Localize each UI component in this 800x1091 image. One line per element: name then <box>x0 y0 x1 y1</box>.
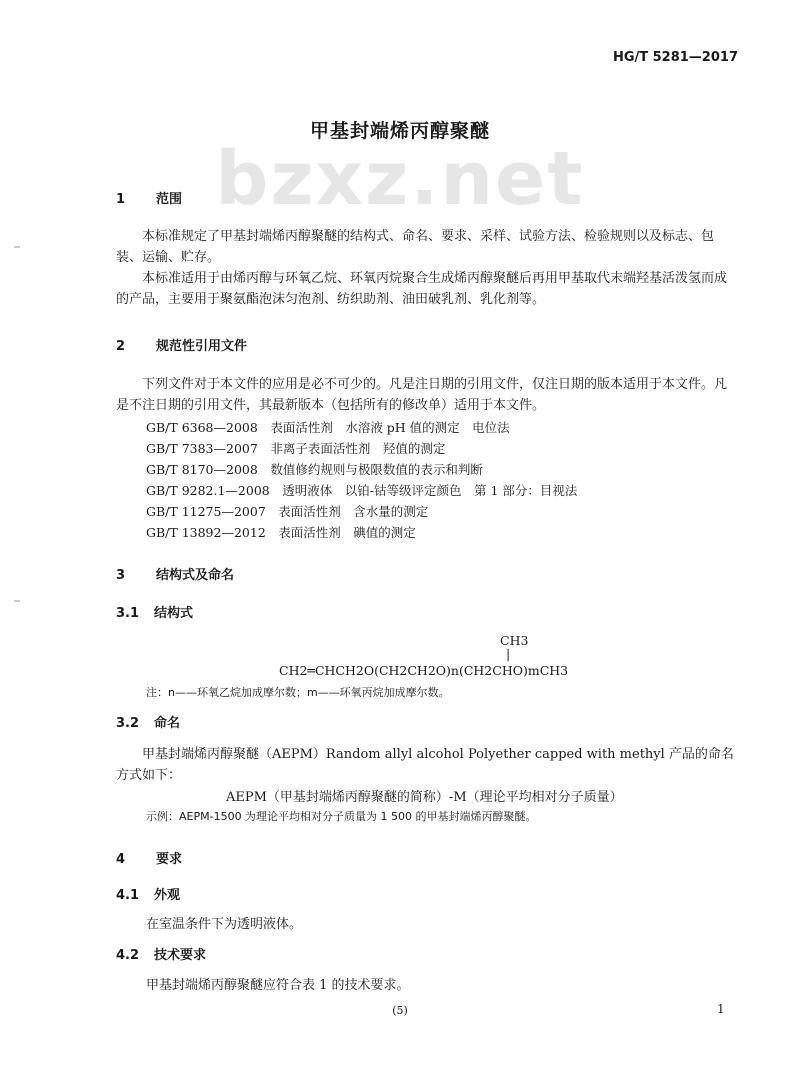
section-number: 1 <box>116 192 126 207</box>
section-number: 3 <box>116 568 126 583</box>
margin-mark <box>14 246 20 248</box>
margin-mark <box>14 600 20 602</box>
reference-item: GB/T 8170—2008 数值修约规则与极限数值的表示和判断 <box>146 462 483 477</box>
tech-requirement-text: 甲基封端烯丙醇聚醚应符合表 1 的技术要求。 <box>146 978 410 993</box>
section-title: 结构式及命名 <box>156 568 235 583</box>
formula-note: 注：n——环氧乙烷加成摩尔数；m——环氧丙烷加成摩尔数。 <box>146 686 450 699</box>
section-1-para-1: 本标准规定了甲基封端烯丙醇聚醚的结构式、命名、要求、采样、试验方法、检验规则以及标志、包装、运输、贮存。 <box>116 229 715 265</box>
standard-number: HG/T 5281—2017 <box>612 50 738 65</box>
section-number: 2 <box>116 339 126 354</box>
section-3-heading <box>116 564 234 583</box>
page-number-center: (5) <box>392 1004 408 1017</box>
section-title: 规范性引用文件 <box>156 339 248 354</box>
section-4-1-heading <box>116 884 180 903</box>
subsection-title: 结构式 <box>154 606 194 621</box>
reference-item: GB/T 9282.1—2008 透明液体 以铂-钴等级评定颜色 第 1 部分：目视法 <box>146 483 578 498</box>
reference-item: GB/T 7383—2007 非离子表面活性剂 羟值的测定 <box>146 441 446 456</box>
section-1-heading <box>116 188 182 207</box>
section-title: 要求 <box>156 852 183 867</box>
section-2-para: 下列文件对于本文件的应用是必不可少的。凡是注日期的引用文件，仅注日期的版本适用于本文件。凡是不注日期的引用文件，其最新版本（包括所有的修改单）适用于本文件。 <box>116 377 728 413</box>
naming-para: 甲基封端烯丙醇聚醚（AEPM）Random allyl alcohol Polyether capped with methyl 产品的命名方式如下： <box>116 747 734 783</box>
subsection-title: 技术要求 <box>154 948 207 963</box>
section-4-heading <box>116 848 182 867</box>
reference-item: GB/T 11275—2007 表面活性剂 含水量的测定 <box>146 504 429 519</box>
reference-item: GB/T 13892—2012 表面活性剂 碘值的测定 <box>146 525 416 540</box>
appearance-text: 在室温条件下为透明液体。 <box>146 917 303 932</box>
subsection-number: 3.1 <box>116 606 140 621</box>
section-4-2-heading <box>116 944 206 963</box>
section-title: 范围 <box>156 192 183 207</box>
subsection-number: 3.2 <box>116 716 140 731</box>
subsection-number: 4.2 <box>116 948 140 963</box>
section-3-1-heading <box>116 602 193 621</box>
document-title: 甲基封端烯丙醇聚醚 <box>309 120 490 142</box>
subsection-title: 命名 <box>154 716 181 731</box>
formula-methyl-branch: CH3 <box>500 633 529 648</box>
section-2-heading <box>116 335 247 354</box>
section-3-2-heading <box>116 712 180 731</box>
section-1-para-2: 本标准适用于由烯丙醇与环氧乙烷、环氧丙烷聚合生成烯丙醇聚醚后再用甲基取代末端羟基活泼氢而成的产品，主要用于聚氨酯泡沫匀泡剂、纺织助剂、油田破乳剂、乳化剂等。 <box>116 271 728 307</box>
naming-formula: AEPM（甲基封端烯丙醇聚醚的简称）-M（理论平均相对分子质量） <box>226 790 623 805</box>
subsection-number: 4.1 <box>116 888 140 903</box>
section-number: 4 <box>116 852 126 867</box>
watermark: bzxz.net <box>215 136 585 222</box>
subsection-title: 外观 <box>154 888 181 903</box>
naming-example: 示例：AEPM-1500 为理论平均相对分子质量为 1 500 的甲基封端烯丙醇聚醚。 <box>146 810 537 823</box>
structural-formula: CH2═CHCH2O(CH2CH2O)n(CH2CHO)mCH3 <box>279 663 569 678</box>
reference-item: GB/T 6368—2008 表面活性剂 水溶液 pH 值的测定 电位法 <box>146 420 510 435</box>
page-number-right: 1 <box>717 1002 725 1016</box>
formula-bond: | <box>506 646 511 661</box>
